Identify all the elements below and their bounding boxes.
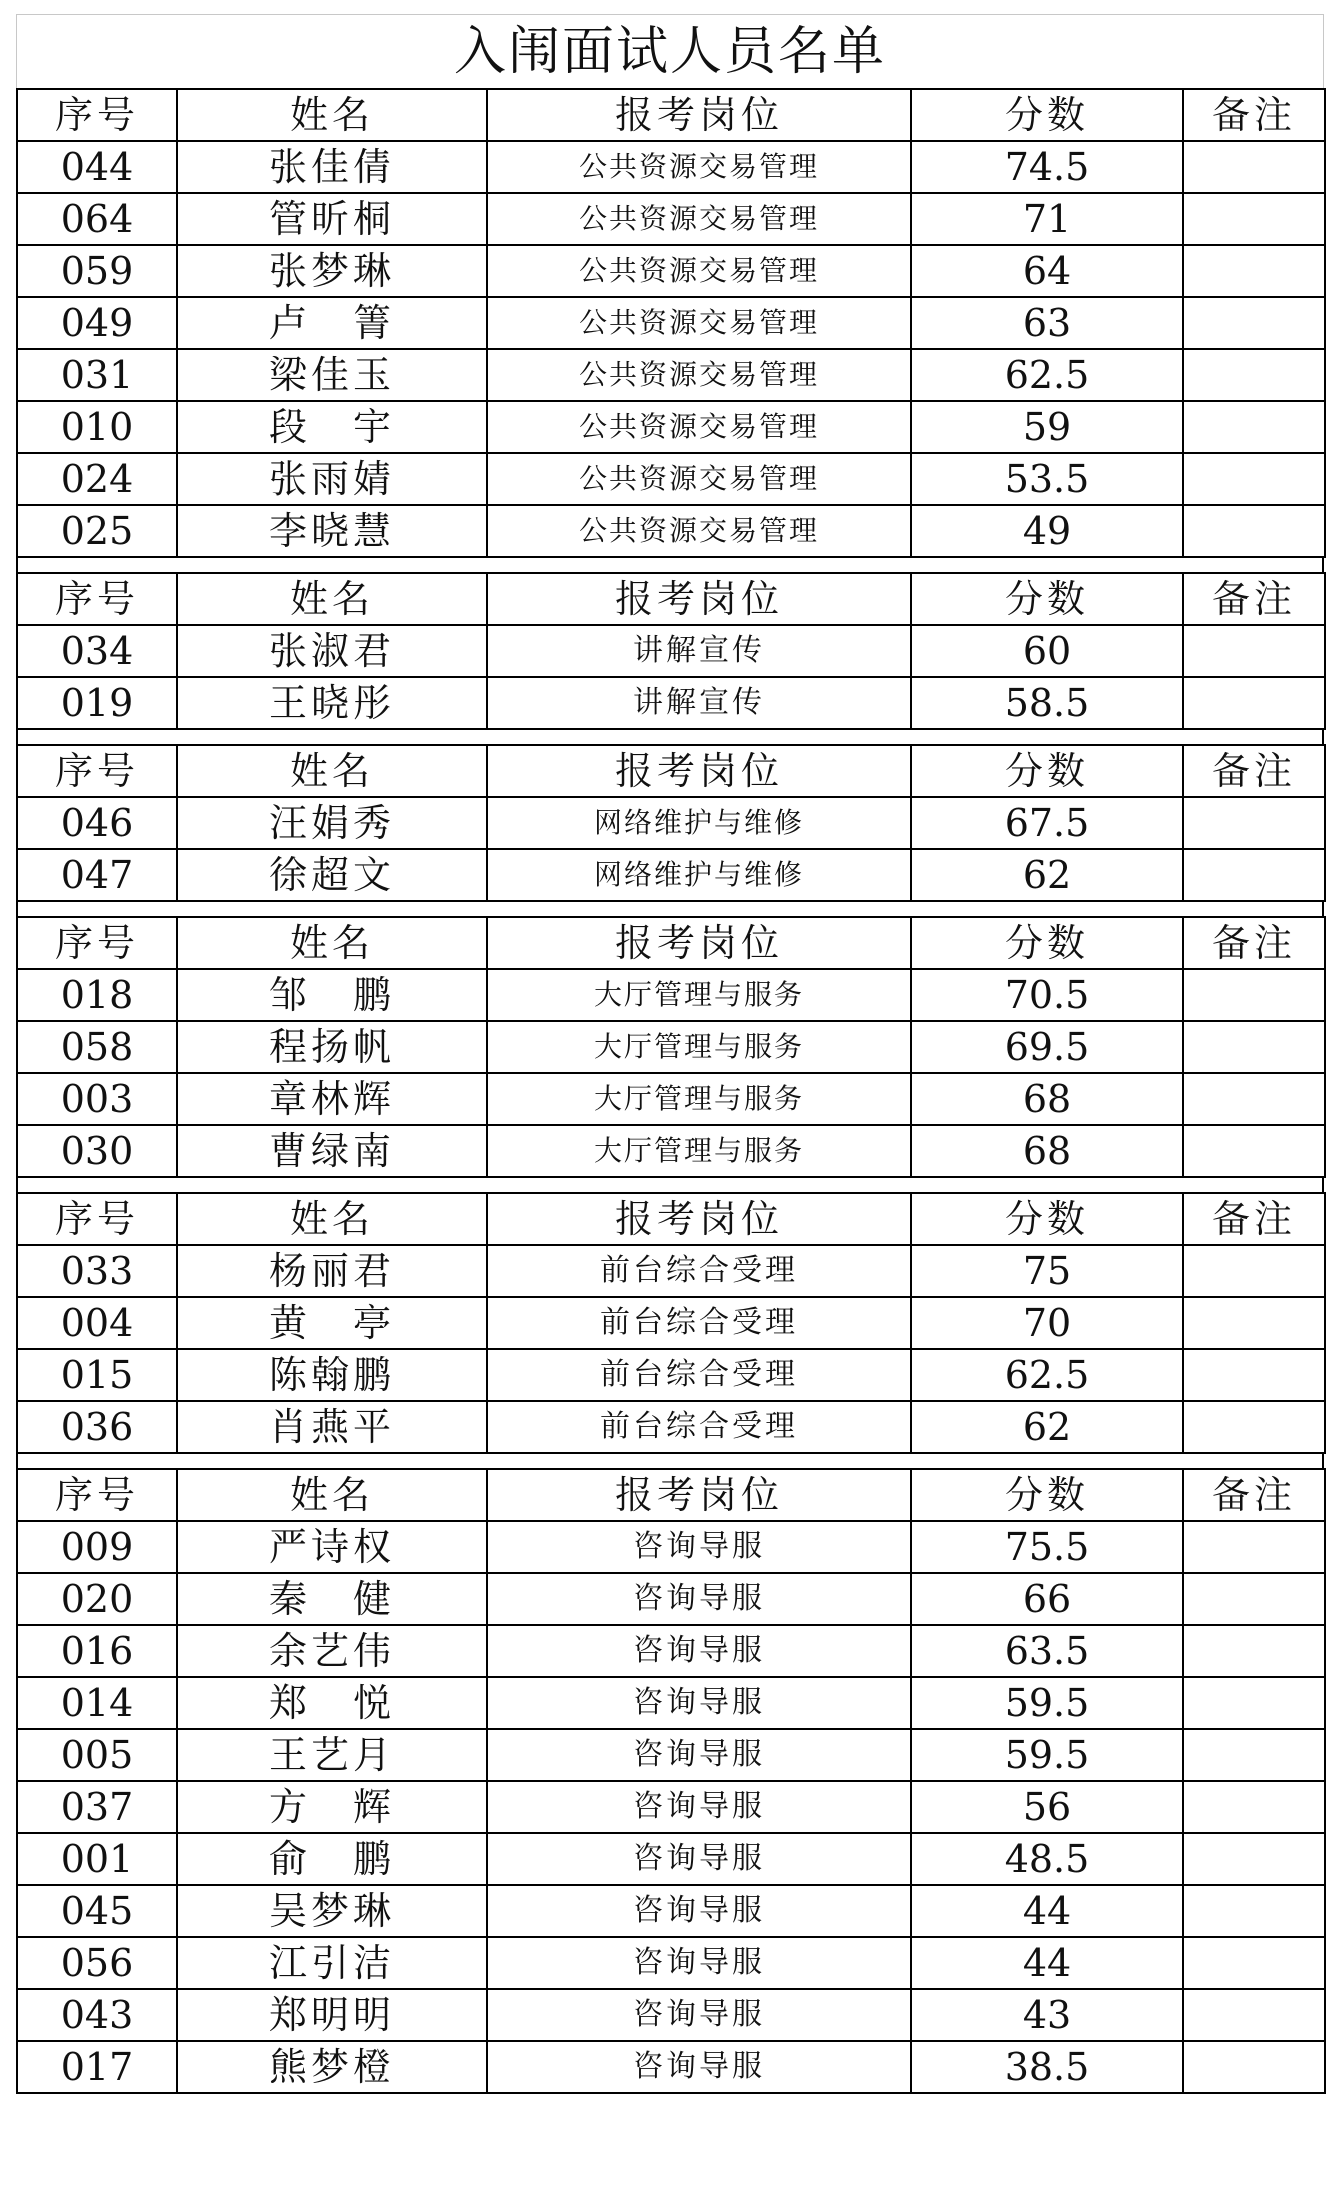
header-seq: 序号: [17, 1193, 177, 1245]
score-cell: 43: [911, 1989, 1183, 2041]
header-row: [17, 1469, 1325, 1521]
note-cell: [1183, 401, 1325, 453]
score-cell: 62.5: [911, 349, 1183, 401]
score-cell: 71: [911, 193, 1183, 245]
seq-cell: 015: [17, 1349, 177, 1401]
seq-cell: 058: [17, 1021, 177, 1073]
score-cell: 44: [911, 1937, 1183, 1989]
name-cell: 段 宇: [177, 401, 487, 453]
score-cell: 59.5: [911, 1729, 1183, 1781]
score-cell: 62: [911, 1401, 1183, 1453]
position-cell: 前台综合受理: [487, 1401, 911, 1453]
table-row: [17, 1073, 1325, 1125]
note-cell: [1183, 193, 1325, 245]
seq-cell: 036: [17, 1401, 177, 1453]
position-cell: 咨询导服: [487, 1833, 911, 1885]
seq-cell: 034: [17, 625, 177, 677]
table-row: [17, 1677, 1325, 1729]
seq-cell: 005: [17, 1729, 177, 1781]
seq-cell: 010: [17, 401, 177, 453]
position-cell: 咨询导服: [487, 1573, 911, 1625]
note-cell: [1183, 349, 1325, 401]
position-cell: 公共资源交易管理: [487, 297, 911, 349]
header-score: 分数: [911, 917, 1183, 969]
name-cell: 张佳倩: [177, 141, 487, 193]
seq-cell: 044: [17, 141, 177, 193]
score-cell: 44: [911, 1885, 1183, 1937]
table-row: [17, 1781, 1325, 1833]
header-name: 姓名: [177, 745, 487, 797]
header-seq: 序号: [17, 1469, 177, 1521]
note-cell: [1183, 1937, 1325, 1989]
table-row: [17, 1989, 1325, 2041]
table-row: [17, 1625, 1325, 1677]
note-cell: [1183, 1885, 1325, 1937]
position-cell: 讲解宣传: [487, 625, 911, 677]
score-cell: 63.5: [911, 1625, 1183, 1677]
name-cell: 卢 箐: [177, 297, 487, 349]
name-cell: 陈翰鹏: [177, 1349, 487, 1401]
seq-cell: 004: [17, 1297, 177, 1349]
note-cell: [1183, 1677, 1325, 1729]
name-cell: 熊梦橙: [177, 2041, 487, 2093]
header-position: 报考岗位: [487, 1469, 911, 1521]
score-cell: 67.5: [911, 797, 1183, 849]
page-title: 入闱面试人员名单: [16, 14, 1324, 88]
table-row: [17, 1573, 1325, 1625]
table-row: [17, 1349, 1325, 1401]
note-cell: [1183, 1021, 1325, 1073]
header-row: [17, 89, 1325, 141]
header-name: 姓名: [177, 1193, 487, 1245]
name-cell: 肖燕平: [177, 1401, 487, 1453]
table-row: [17, 349, 1325, 401]
name-cell: 秦 健: [177, 1573, 487, 1625]
score-cell: 68: [911, 1125, 1183, 1177]
score-cell: 74.5: [911, 141, 1183, 193]
table-row: [17, 849, 1325, 901]
seq-cell: 047: [17, 849, 177, 901]
table-row: [17, 969, 1325, 1021]
note-cell: [1183, 969, 1325, 1021]
seq-cell: 009: [17, 1521, 177, 1573]
note-cell: [1183, 505, 1325, 557]
table-row: [17, 2041, 1325, 2093]
table-row: [17, 401, 1325, 453]
position-cell: 公共资源交易管理: [487, 505, 911, 557]
score-cell: 70.5: [911, 969, 1183, 1021]
table-row: [17, 677, 1325, 729]
header-seq: 序号: [17, 89, 177, 141]
table-row: [17, 245, 1325, 297]
note-cell: [1183, 1297, 1325, 1349]
seq-cell: 003: [17, 1073, 177, 1125]
position-cell: 公共资源交易管理: [487, 141, 911, 193]
name-cell: 李晓慧: [177, 505, 487, 557]
header-score: 分数: [911, 745, 1183, 797]
score-cell: 53.5: [911, 453, 1183, 505]
position-cell: 咨询导服: [487, 1885, 911, 1937]
position-cell: 前台综合受理: [487, 1297, 911, 1349]
candidate-list: [16, 88, 1324, 2094]
table-row: [17, 1833, 1325, 1885]
table-row: [17, 1401, 1325, 1453]
name-cell: 章林辉: [177, 1073, 487, 1125]
group-table: [16, 1192, 1326, 1454]
score-cell: 70: [911, 1297, 1183, 1349]
position-cell: 讲解宣传: [487, 677, 911, 729]
header-score: 分数: [911, 573, 1183, 625]
note-cell: [1183, 1625, 1325, 1677]
seq-cell: 046: [17, 797, 177, 849]
header-name: 姓名: [177, 89, 487, 141]
score-cell: 58.5: [911, 677, 1183, 729]
header-note: 备注: [1183, 573, 1325, 625]
seq-cell: 014: [17, 1677, 177, 1729]
header-name: 姓名: [177, 1469, 487, 1521]
table-row: [17, 1937, 1325, 1989]
header-name: 姓名: [177, 917, 487, 969]
name-cell: 曹绿南: [177, 1125, 487, 1177]
group-table: [16, 1468, 1326, 2094]
note-cell: [1183, 1729, 1325, 1781]
position-cell: 网络维护与维修: [487, 797, 911, 849]
score-cell: 59: [911, 401, 1183, 453]
note-cell: [1183, 2041, 1325, 2093]
name-cell: 吴梦琳: [177, 1885, 487, 1937]
score-cell: 75: [911, 1245, 1183, 1297]
score-cell: 66: [911, 1573, 1183, 1625]
name-cell: 江引洁: [177, 1937, 487, 1989]
position-cell: 咨询导服: [487, 1677, 911, 1729]
seq-cell: 031: [17, 349, 177, 401]
name-cell: 郑明明: [177, 1989, 487, 2041]
score-cell: 69.5: [911, 1021, 1183, 1073]
score-cell: 48.5: [911, 1833, 1183, 1885]
name-cell: 杨丽君: [177, 1245, 487, 1297]
position-cell: 大厅管理与服务: [487, 1021, 911, 1073]
table-row: [17, 797, 1325, 849]
group-separator: [16, 730, 1324, 744]
name-cell: 余艺伟: [177, 1625, 487, 1677]
name-cell: 管昕桐: [177, 193, 487, 245]
position-cell: 网络维护与维修: [487, 849, 911, 901]
name-cell: 严诗权: [177, 1521, 487, 1573]
position-cell: 咨询导服: [487, 1625, 911, 1677]
name-cell: 张梦琳: [177, 245, 487, 297]
name-cell: 王晓彤: [177, 677, 487, 729]
group-table: [16, 916, 1326, 1178]
table-row: [17, 1245, 1325, 1297]
table-row: [17, 505, 1325, 557]
name-cell: 俞 鹏: [177, 1833, 487, 1885]
table-row: [17, 1297, 1325, 1349]
position-cell: 公共资源交易管理: [487, 453, 911, 505]
header-seq: 序号: [17, 745, 177, 797]
header-seq: 序号: [17, 573, 177, 625]
note-cell: [1183, 1573, 1325, 1625]
score-cell: 75.5: [911, 1521, 1183, 1573]
note-cell: [1183, 1401, 1325, 1453]
seq-cell: 001: [17, 1833, 177, 1885]
header-position: 报考岗位: [487, 1193, 911, 1245]
note-cell: [1183, 1125, 1325, 1177]
position-cell: 大厅管理与服务: [487, 1073, 911, 1125]
note-cell: [1183, 1833, 1325, 1885]
seq-cell: 024: [17, 453, 177, 505]
position-cell: 咨询导服: [487, 1729, 911, 1781]
name-cell: 郑 悦: [177, 1677, 487, 1729]
score-cell: 64: [911, 245, 1183, 297]
note-cell: [1183, 1989, 1325, 2041]
header-position: 报考岗位: [487, 917, 911, 969]
position-cell: 咨询导服: [487, 2041, 911, 2093]
header-row: [17, 745, 1325, 797]
seq-cell: 049: [17, 297, 177, 349]
position-cell: 公共资源交易管理: [487, 245, 911, 297]
score-cell: 38.5: [911, 2041, 1183, 2093]
header-score: 分数: [911, 89, 1183, 141]
header-seq: 序号: [17, 917, 177, 969]
position-cell: 公共资源交易管理: [487, 193, 911, 245]
note-cell: [1183, 625, 1325, 677]
note-cell: [1183, 245, 1325, 297]
name-cell: 张雨婧: [177, 453, 487, 505]
position-cell: 大厅管理与服务: [487, 1125, 911, 1177]
name-cell: 梁佳玉: [177, 349, 487, 401]
name-cell: 张淑君: [177, 625, 487, 677]
seq-cell: 033: [17, 1245, 177, 1297]
name-cell: 程扬帆: [177, 1021, 487, 1073]
note-cell: [1183, 1349, 1325, 1401]
position-cell: 公共资源交易管理: [487, 401, 911, 453]
header-position: 报考岗位: [487, 573, 911, 625]
note-cell: [1183, 141, 1325, 193]
seq-cell: 056: [17, 1937, 177, 1989]
header-row: [17, 917, 1325, 969]
group-separator: [16, 902, 1324, 916]
header-note: 备注: [1183, 917, 1325, 969]
seq-cell: 043: [17, 1989, 177, 2041]
position-cell: 前台综合受理: [487, 1245, 911, 1297]
score-cell: 56: [911, 1781, 1183, 1833]
seq-cell: 020: [17, 1573, 177, 1625]
table-row: [17, 193, 1325, 245]
header-position: 报考岗位: [487, 745, 911, 797]
score-cell: 62: [911, 849, 1183, 901]
position-cell: 咨询导服: [487, 1781, 911, 1833]
position-cell: 咨询导服: [487, 1937, 911, 1989]
note-cell: [1183, 677, 1325, 729]
table-row: [17, 297, 1325, 349]
group-separator: [16, 1454, 1324, 1468]
header-note: 备注: [1183, 89, 1325, 141]
note-cell: [1183, 797, 1325, 849]
table-row: [17, 141, 1325, 193]
seq-cell: 059: [17, 245, 177, 297]
seq-cell: 030: [17, 1125, 177, 1177]
name-cell: 徐超文: [177, 849, 487, 901]
score-cell: 60: [911, 625, 1183, 677]
name-cell: 王艺月: [177, 1729, 487, 1781]
name-cell: 方 辉: [177, 1781, 487, 1833]
seq-cell: 025: [17, 505, 177, 557]
name-cell: 邹 鹏: [177, 969, 487, 1021]
header-row: [17, 573, 1325, 625]
table-row: [17, 1729, 1325, 1781]
position-cell: 咨询导服: [487, 1989, 911, 2041]
position-cell: 咨询导服: [487, 1521, 911, 1573]
table-row: [17, 1125, 1325, 1177]
table-row: [17, 1885, 1325, 1937]
seq-cell: 018: [17, 969, 177, 1021]
seq-cell: 016: [17, 1625, 177, 1677]
header-name: 姓名: [177, 573, 487, 625]
note-cell: [1183, 1781, 1325, 1833]
note-cell: [1183, 453, 1325, 505]
position-cell: 大厅管理与服务: [487, 969, 911, 1021]
score-cell: 49: [911, 505, 1183, 557]
note-cell: [1183, 1073, 1325, 1125]
seq-cell: 017: [17, 2041, 177, 2093]
table-row: [17, 453, 1325, 505]
note-cell: [1183, 849, 1325, 901]
header-note: 备注: [1183, 745, 1325, 797]
seq-cell: 037: [17, 1781, 177, 1833]
header-score: 分数: [911, 1193, 1183, 1245]
seq-cell: 019: [17, 677, 177, 729]
seq-cell: 064: [17, 193, 177, 245]
header-note: 备注: [1183, 1469, 1325, 1521]
group-table: [16, 744, 1326, 902]
group-table: [16, 572, 1326, 730]
name-cell: 黄 亭: [177, 1297, 487, 1349]
header-note: 备注: [1183, 1193, 1325, 1245]
table-row: [17, 1521, 1325, 1573]
name-cell: 汪娟秀: [177, 797, 487, 849]
group-table: [16, 88, 1326, 558]
score-cell: 62.5: [911, 1349, 1183, 1401]
group-separator: [16, 1178, 1324, 1192]
header-score: 分数: [911, 1469, 1183, 1521]
position-cell: 公共资源交易管理: [487, 349, 911, 401]
note-cell: [1183, 297, 1325, 349]
header-position: 报考岗位: [487, 89, 911, 141]
note-cell: [1183, 1245, 1325, 1297]
note-cell: [1183, 1521, 1325, 1573]
group-separator: [16, 558, 1324, 572]
score-cell: 59.5: [911, 1677, 1183, 1729]
header-row: [17, 1193, 1325, 1245]
table-row: [17, 625, 1325, 677]
table-row: [17, 1021, 1325, 1073]
seq-cell: 045: [17, 1885, 177, 1937]
score-cell: 68: [911, 1073, 1183, 1125]
position-cell: 前台综合受理: [487, 1349, 911, 1401]
score-cell: 63: [911, 297, 1183, 349]
